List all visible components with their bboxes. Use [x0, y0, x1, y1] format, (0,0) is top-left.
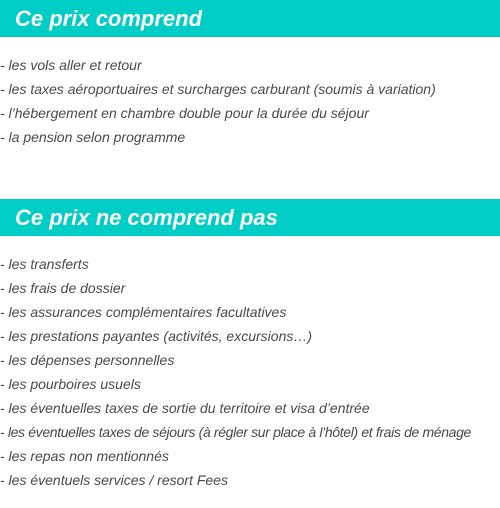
- list-item: - les prestations payantes (activités, excursions…): [0, 328, 313, 344]
- section-title-includes: Ce prix comprend: [15, 6, 203, 31]
- list-item: - les repas non mentionnés: [0, 448, 169, 464]
- list-item: - les taxes aéroportuaires et surcharges carburant (soumis à variation): [0, 81, 436, 97]
- list-item: - les pourboires usuels: [0, 376, 141, 392]
- list-item: - l’hébergement en chambre double pour la durée du séjour: [0, 105, 369, 121]
- list-item: - les frais de dossier: [0, 280, 126, 296]
- included-items-list: [0, 53, 500, 149]
- section-header-excludes: [0, 199, 500, 236]
- list-item: - les transferts: [0, 256, 89, 272]
- list-item: - les dépenses personnelles: [0, 352, 175, 368]
- list-item: - les vols aller et retour: [0, 57, 142, 73]
- list-item: - les assurances complémentaires facultatives: [0, 304, 287, 320]
- section-title-excludes: Ce prix ne comprend pas: [15, 205, 278, 230]
- list-item: - la pension selon programme: [0, 129, 186, 145]
- list-item: - les éventuelles taxes de séjours (à régler sur place à l’hôtel) et frais de ménage: [0, 424, 471, 440]
- excluded-items-list: [0, 252, 500, 492]
- list-item: - les éventuels services / resort Fees: [0, 472, 228, 488]
- list-item: - les éventuelles taxes de sortie du territoire et visa d’entrée: [0, 400, 370, 416]
- section-header-includes: [0, 0, 500, 37]
